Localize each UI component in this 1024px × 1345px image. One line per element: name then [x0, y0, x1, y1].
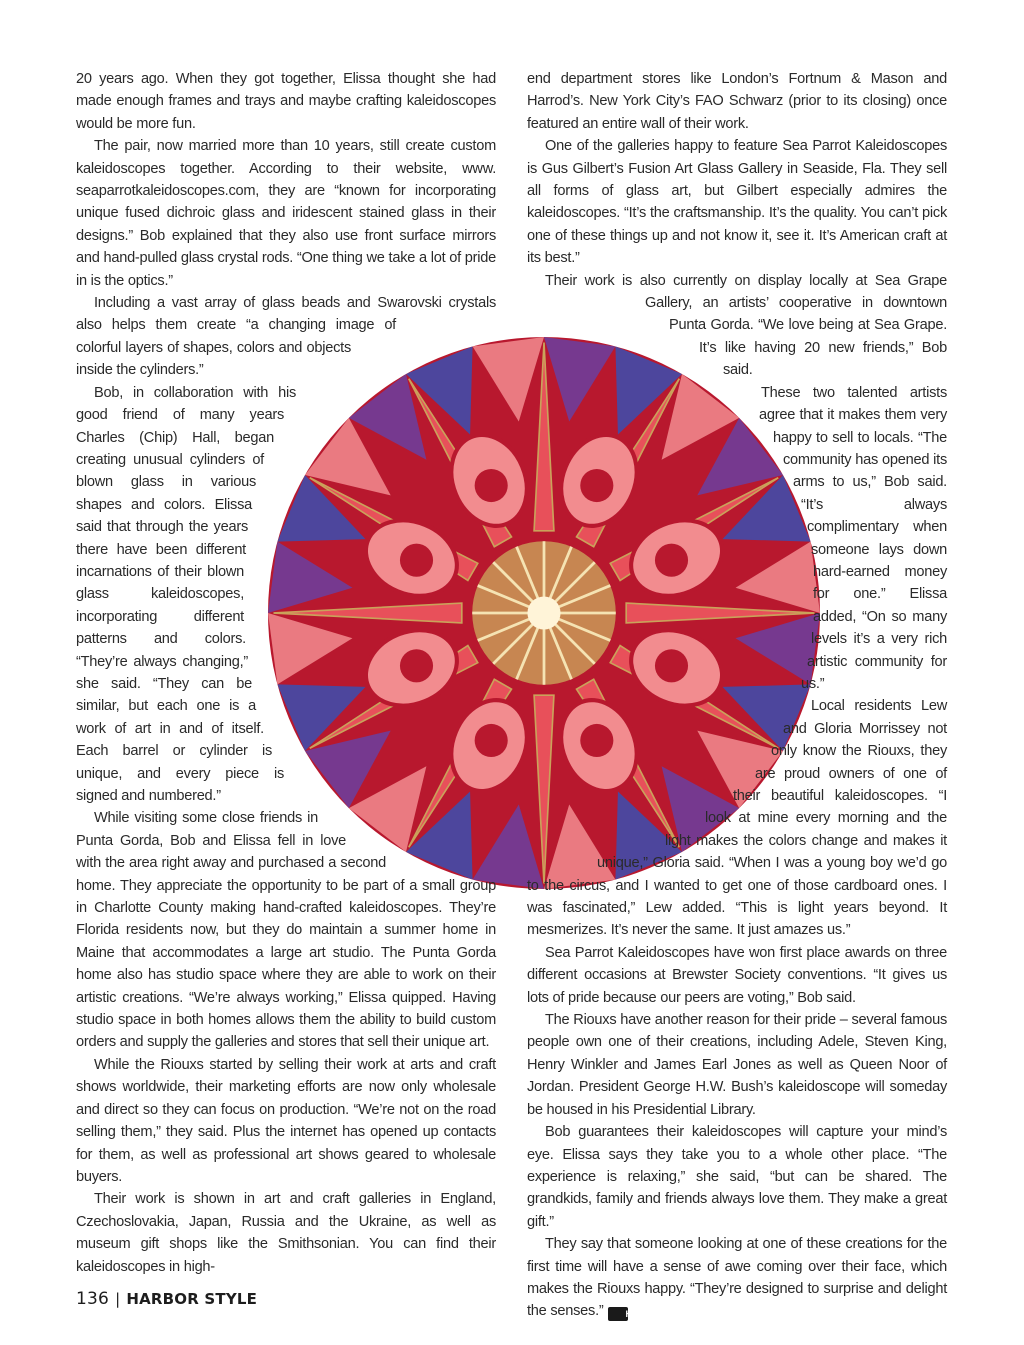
paragraph: While visiting some close friends in Punta Gorda, Bob and Elissa fell in love with the area right away and purchased a second home. They appreciate the opportunity to be part of a small group in Charlotte County making hand-crafted kaleidoscopes. They’re Florida residents now, but they do maintain a summer home in Maine that accommodates a large art studio. The Punta Gorda home also has studio space where they are able to work on their artistic creations. “We’re always working,” Elissa quipped. Having studio space in both homes allows them the ability to build custom orders and supply the galleries and stores that sell their unique art.: [76, 810, 496, 1051]
paragraph: Their work is shown in art and craft galleries in England, Czechoslovakia, Japan, Russia and the Ukraine, as well as museum gift shops like the Smithsonian. You can find their kaleidoscopes in high-: [76, 1191, 496, 1275]
paragraph: Bob, in collaboration with his good friend of many years Charles (Chip) Hall, began creating unusual cylinders of blown glass in various shapes and colors. Elissa said that through the years there have been different incarnations of their blown glass kaleidoscopes, incorporating different patterns and colors. “They’re always changing,” she said. “They can be similar, but each one is a work of art in and of itself. Each barrel or cylinder is unique, and every piece is signed and numbered.”: [76, 384, 296, 804]
paragraph: Sea Parrot Kaleidoscopes have won first place awards on three different occasions at Brewster Society conventions. “It gives us lots of pride because our peers are voting,” Bob said.: [527, 944, 947, 1006]
right-column: [527, 68, 947, 1323]
paragraph: 20 years ago. When they got together, Elissa thought she had made enough frames and trays and maybe crafting kaleidoscopes would be more fun.: [76, 71, 496, 132]
paragraph: Bob guarantees their kaleidoscopes will capture your mind’s eye. Elissa says they take you to a whole other place. “The experience is relaxing,” she said, “but can be shared. The grandkids, family and friends always love them. They make a great gift.”: [527, 1124, 947, 1230]
paragraph: Their work is also currently on display locally at Sea Grape Gallery, an artists’ cooperative in downtown Punta Gorda. “We love being at Sea Grape. It’s like having 20 new friends,” Bob said.: [545, 272, 947, 379]
paragraph: These two talented artists agree that it makes them very happy to sell to locals. “The community has opened its arms to us,” Bob said. “It’s always complimentary when someone lays down hard-earned money for one.” Elissa added, “On so many levels it’s a very rich artistic community for us.”: [759, 384, 947, 692]
paragraph: The pair, now married more than 10 years, still create custom kaleidoscopes together. According to their website, www. seaparrotkaleidoscopes.com, they are “known for incorporating unique fused dichroic glass and iridescent stained glass in their designs.” Bob explained that they also use front surface mirrors and hand-pulled glass crystal rods. “One thing we take a lot of pride in is the optics.”: [76, 138, 496, 289]
paragraph: While the Riouxs started by selling their work at arts and craft shows worldwide, their marketing efforts are now only wholesale and direct so they can focus on production. “We’re not on the road selling them,” they said. Plus the internet has opened up contacts for them, as well as professional art shows geared to wholesale buyers.: [76, 1056, 496, 1185]
page-footer: [76, 1289, 257, 1309]
footer-separator: |: [115, 1290, 121, 1308]
left-column: [76, 68, 496, 1278]
paragraph-text: They say that someone looking at one of these creations for the first time will have a sense of awe coming over their face, which makes the Riouxs happy. “They’re designed to surprise and delight the senses.”: [527, 1236, 947, 1320]
paragraph: end department stores like London’s Fortnum & Mason and Harrod’s. New York City’s FAO Schwarz (prior to its closing) once featured an entire wall of their work.: [527, 71, 947, 132]
paragraph: Including a vast array of glass beads and Swarovski crystals also helps them create “a changing image of colorful layers of shapes, colors and objects inside the cylinders.”: [76, 295, 496, 379]
page-number: 136: [76, 1289, 110, 1309]
end-mark-icon: HS: [608, 1307, 628, 1321]
paragraph: Local residents Lew and Gloria Morrissey not only know the Riouxs, they are proud owners of one of their beautiful kaleidoscopes. “I look at mine every morning and the light makes the colors change and makes it unique,” Gloria said. “When I was a young boy we’d go to the circus, and I wanted to get one of those cardboard ones. I was fascinated,” Lew added. “This is light years beyond. It mesmerizes. It’s never the same. It just amazes us.”: [527, 698, 947, 939]
publication-name: HARBOR STYLE: [126, 1290, 258, 1308]
paragraph: One of the galleries happy to feature Sea Parrot Kaleidoscopes is Gus Gilbert’s Fusion Art Glass Gallery in Seaside, Fla. They sell all forms of glass art, but Gilbert especially admires the kaleidoscopes. “It’s the craftsmanship. It’s the quality. You can’t pick one of these things up and not know it, see it. It’s American craft at its best.”: [527, 138, 947, 267]
paragraph: The Riouxs have another reason for their pride – several famous people own one of their creations, including Adele, Steven King, Henry Winkler and James Earl Jones as well as Queen Noor of Jordan. President George H.W. Bush’s kaleidoscope will someday be housed in his Presidential Library.: [527, 1012, 947, 1118]
paragraph: [527, 1233, 947, 1323]
